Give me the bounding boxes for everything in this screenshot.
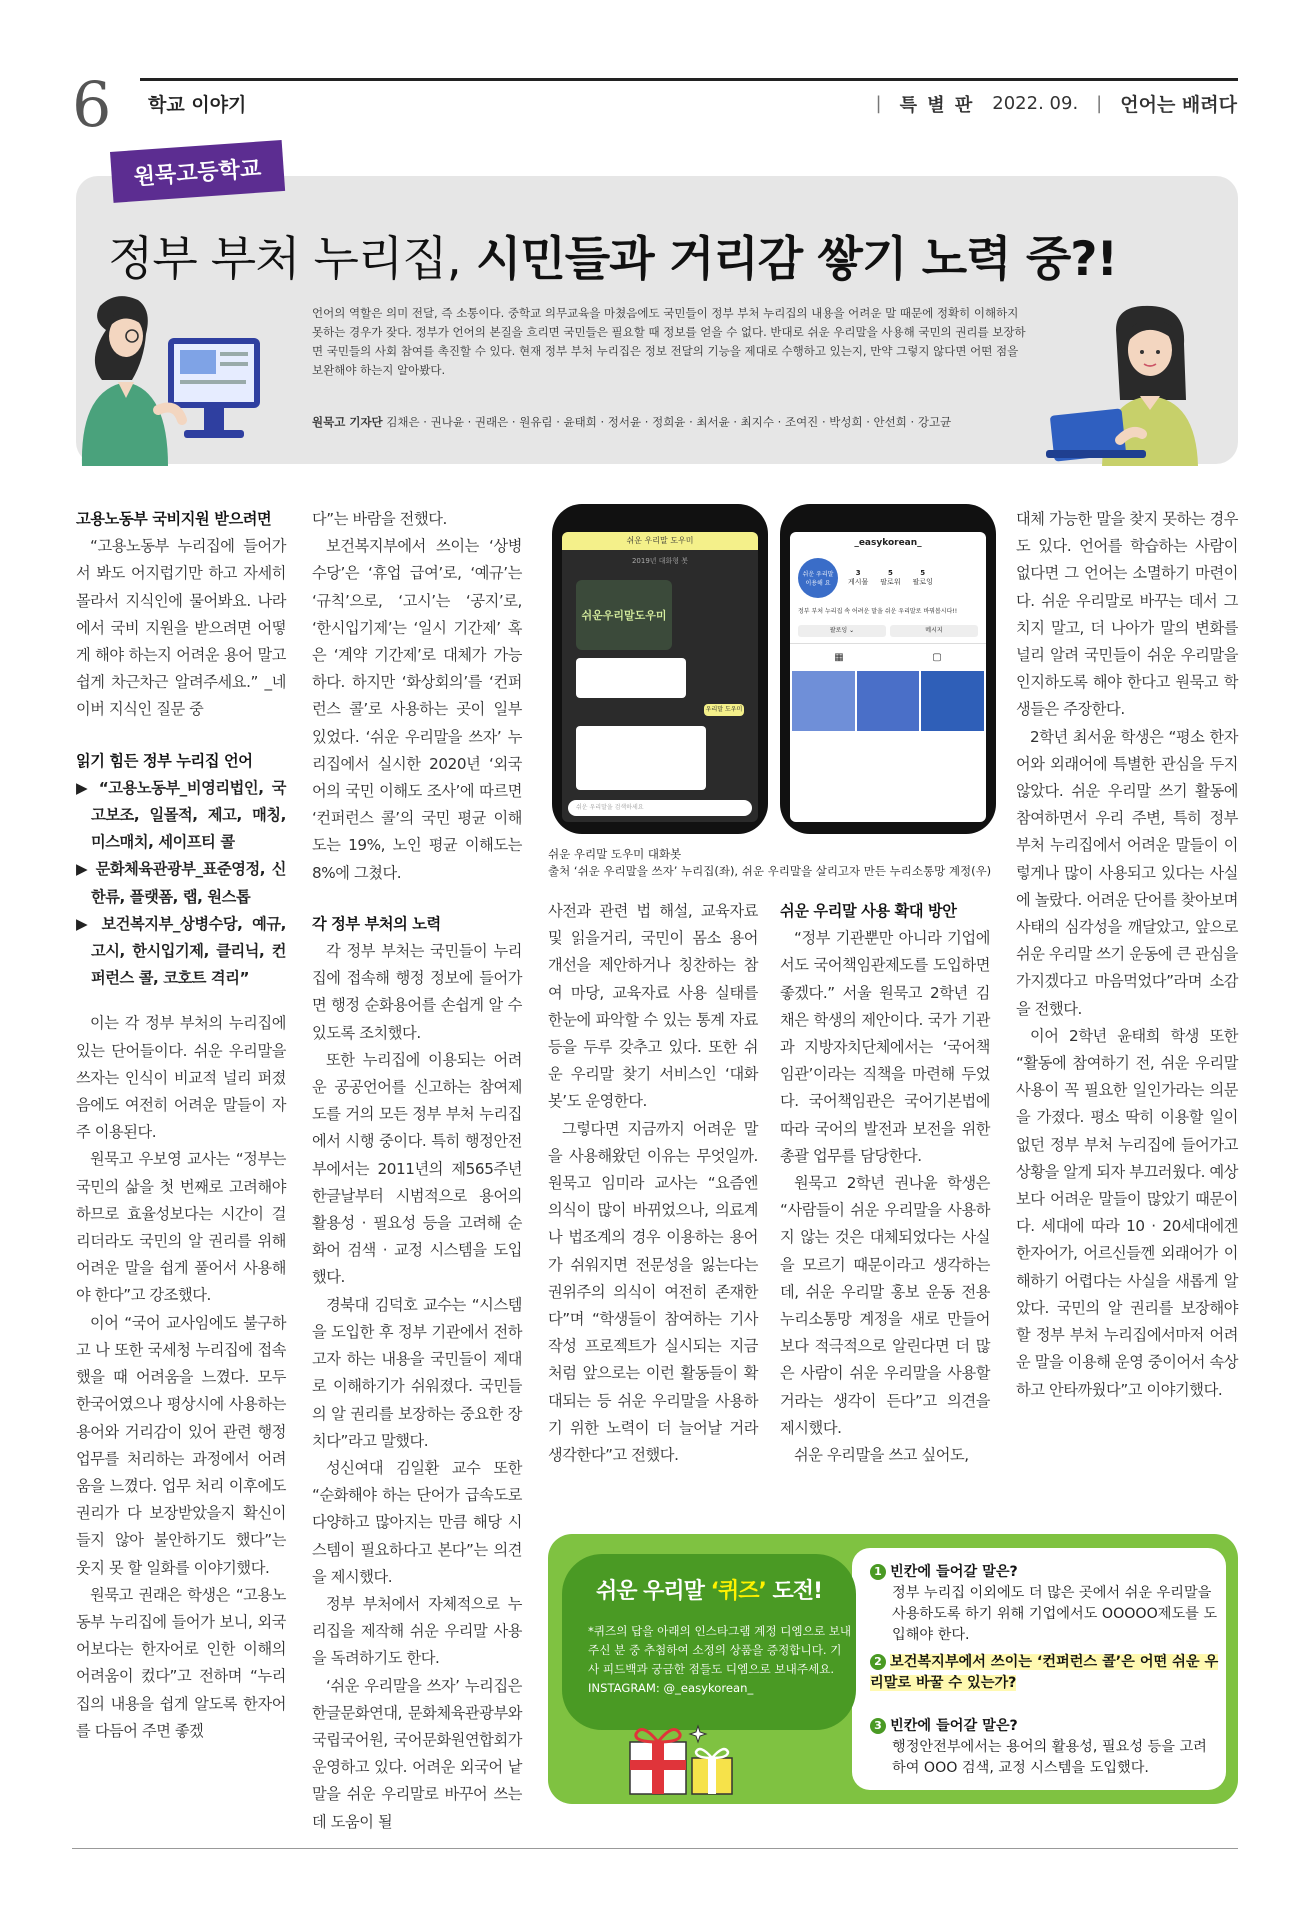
paragraph: 원묵고 2학년 권나윤 학생은 “사람들이 쉬운 우리말을 사용하지 않는 것은 대체되었다는 사실을 모르기 때문이라고 생각하는데, 쉬운 우리말 홍보 운동 전용 누리소통망 계정을 새로 만들어 보다 적극적으로 알린다면 더 많은 사람이 쉬운 우리말을 사용할 거라는 생각이 든다”고 의견을 제시했다.: [780, 1174, 990, 1437]
chat-input[interactable]: 쉬운 우리말을 검색하세요: [568, 800, 752, 816]
paragraph: 정부 부처에서 자체적으로 누리집을 제작해 쉬운 우리말 사용을 독려하기도 한다.: [312, 1594, 522, 1668]
issue-date: 2022. 09.: [992, 93, 1079, 114]
following-button[interactable]: 팔로잉 ⌄: [798, 625, 886, 637]
list-item: ▶ 문화체육관광부_표준영정, 신한류, 플랫폼, 랩, 원스톱: [76, 860, 286, 906]
tagged-icon[interactable]: ▢: [932, 652, 942, 663]
school-tag: 원묵고등학교: [110, 140, 285, 203]
paragraph: “고용노동부 누리집에 들어가서 봐도 어지럽기만 하고 자세히 몰라서 지식인에 물어봐요. 나라에서 국비 지원을 받으려면 어떻게 해야 하는지 어려운 용어 말고 쉽게 차근차근 알려주세요.” _네이버 지식인 질문 중: [76, 537, 286, 719]
paragraph: 원묵고 권래은 학생은 “고용노동부 누리집에 들어가 보니, 외국어보다는 한자어로 인한 이해의 어려움이 컸다”고 전하며 “누리집의 내용을 쉽게 알도록 한자어를 다듬어 주면 좋겠: [76, 1585, 286, 1740]
quiz-description: *퀴즈의 답을 아래의 인스타그램 계정 디엠으로 보내주신 분 중 추첨하여 소정의 상품을 증정합니다. 기사 피드백과 궁금한 점들도 디엠으로 보내주세요. INSTAGRAM: @_easykorean_: [588, 1624, 852, 1695]
image-caption: 쉬운 우리말 도우미 대화봇 출처 ‘쉬운 우리말을 쓰자’ 누리집(좌), 쉬운 우리말을 살리고자 만든 누리소통망 계정(우): [548, 847, 992, 878]
post-thumbnail[interactable]: [921, 671, 984, 731]
post-thumbnail[interactable]: [792, 671, 855, 731]
column-4: [780, 898, 990, 1469]
number-badge: 2: [870, 1654, 886, 1670]
subheading-expansion: 쉬운 우리말 사용 확대 방안: [780, 902, 957, 920]
avatar: 쉬운 우리말 이용해 요: [798, 558, 838, 598]
column-5: [1016, 506, 1238, 1404]
subheading-funding: 고용노동부 국비지원 받으려면: [76, 510, 272, 528]
subheading-hard-language: 읽기 힘든 정부 누리집 언어: [76, 751, 253, 770]
lead-paragraph: 언어의 역할은 의미 전달, 즉 소통이다. 중학교 의무교육을 마쳤음에도 국민들이 정부 부처 누리집의 내용을 어려운 말 때문에 정확히 이해하지 못하는 경우가 잦다. 정부가 언어의 본질을 흐리면 국민들은 필요할 때 정보를 얻을 수 없다. 반대로 쉬운 우리말을 사용해 국민의 권리를 보장하면 국민들의 사회 참여를 촉진할 수 있다. 현재 정부 부처 누리집은 정보 전달의 기능을 제대로 수행하고 있는지, 만약 그렇지 않다면 어떤 점을 보완해야 하는지 알아봤다.: [312, 306, 1026, 377]
subheading-ministry-efforts: 각 정부 부처의 노력: [312, 914, 441, 933]
chat-header: 쉬운 우리말 도우미: [562, 532, 758, 550]
paragraph: 이어 2학년 윤태희 학생 또한 “활동에 참여하기 전, 쉬운 우리말 사용이 꼭 필요한 일인가라는 의문을 가졌다. 평소 딱히 이용할 일이 없던 정부 부처 누리집에 들어가고 상황을 알게 되자 부끄러웠다. 예상보다 어려운 말들이 많았기 때문이다. 세대에 따라 10 · 20세대에겐 한자어가, 어르신들껜 외래어가 이해하기 어렵다는 사실을 새롭게 알았다. 국민의 알 권리를 보장해야 할 정부 부처 누리집에서마저 어려운 말을 이용해 운영 중이어서 속상하고 안타까웠다”고 이야기했다.: [1016, 1026, 1238, 1399]
paragraph: 쉬운 우리말을 쓰고 싶어도,: [794, 1446, 969, 1465]
paragraph: 또한 누리집에 이용되는 어려운 공공언어를 신고하는 참여제도를 거의 모든 정부 부처 누리집에서 시행 중이다. 특히 행정안전부에서는 2011년의 제565주년 한글날부터 시범적으로 용어의 활용성 · 필요성 등을 고려해 순화어 검색 · 교정 시스템을 도입했다.: [312, 1050, 522, 1287]
profile-bio: 정부 부처 누리집 속 어려운 말을 쉬운 우리말로 바꿔봅시다!!: [798, 608, 958, 615]
page-number: 6: [72, 68, 112, 141]
profile-stats: 3 게시물 5 팔로워 5 팔로잉: [848, 569, 933, 586]
header-meta: | 특 별 판 2022. 09. | 언어는 배려다: [876, 90, 1238, 117]
column-2: [312, 506, 522, 1836]
message-button[interactable]: 메시지: [890, 625, 978, 637]
quiz-question-1: 1 빈칸에 들어갈 말은? 정부 누리집 이외에도 더 많은 곳에서 쉬운 우리말을 사용하도록 하기 위해 기업에서도 OOOOO제도를 도입해야 한다.: [870, 1562, 1220, 1646]
paragraph: 사전과 관련 법 해설, 교육자료 및 읽을거리, 국민이 몸소 용어 개선을 제안하거나 칭찬하는 참여 마당, 교육자료 사용 실태를 한눈에 파악할 수 있는 통계 자료 등을 두루 갖추고 있다. 또한 쉬운 우리말 찾기 서비스인 ‘대화봇’도 운영한다.: [548, 902, 758, 1111]
quiz-title: 쉬운 우리말 ‘퀴즈’ 도전!: [596, 1579, 823, 1604]
chatbot-logo-card: 쉬운우리말도우미: [576, 580, 672, 650]
paragraph: ‘쉬운 우리말을 쓰자’ 누리집은 한글문화연대, 문화체육관광부와 국립국어원, 국어문화원연합회가 운영하고 있다. 어려운 외국어 낱말을 쉬운 우리말로 바꾸어 쓰는 데 도움이 될: [312, 1676, 522, 1831]
quiz-question-2: 2 보건복지부에서 쓰이는 ‘컨퍼런스 콜’은 어떤 쉬운 우리말로 바꿀 수 있는가?: [870, 1654, 1219, 1691]
quiz-question-3: 3 빈칸에 들어갈 말은? 행정안전부에서는 용어의 활용성, 필요성 등을 고려하여 OOO 검색, 교정 시스템을 도입했다.: [870, 1716, 1220, 1779]
chat-message: [576, 658, 686, 698]
list-item: ▶ 보건복지부_상병수당, 예규, 고시, 한시입기제, 클리닉, 컨퍼런스 콜, 코호트 격리”: [76, 914, 286, 988]
profile-handle: _easykorean_: [854, 538, 922, 548]
paragraph: 성신여대 김일환 교수 또한 “순화해야 하는 단어가 급속도로 다양하고 많아지는 만큼 해당 시스템이 필요하다고 본다”는 의견을 제시했다.: [312, 1458, 522, 1586]
paragraph: 2학년 최서윤 학생은 “평소 한자어와 외래어에 특별한 관심을 두지 않았다. 쉬운 우리말 쓰기 활동에 참여하면서 우리 주변, 특히 정부 부처 누리집에서 어려운 말들이 이렇게나 많이 사용되고 있다는 사실에 놀랐다. 어려운 단어를 찾아보며 사태의 심각성을 깨달았고, 앞으로 쉬운 우리말 쓰기 운동에 큰 관심을 가지겠다고 마음먹었다”라며 소감을 전했다.: [1016, 727, 1238, 1018]
paragraph: 원묵고 우보영 교사는 “정부는 국민의 삶을 첫 번째로 고려해야 하므로 효율성보다는 시간이 걸리더라도 국민의 알 권리를 위해 어려운 말을 쉽게 풀어서 사용해야 한다”고 강조했다.: [76, 1150, 286, 1305]
phone-right-instagram: [780, 504, 996, 834]
grid-icon[interactable]: ▦: [834, 652, 844, 663]
slogan: 언어는 배려다: [1120, 94, 1237, 116]
byline: 원묵고 기자단 김채은 · 권나윤 · 권래은 · 원유림 · 윤태희 · 정서윤 · 정희윤 · 최서윤 · 최지수 · 조여진 · 박성희 · 안선희 · 강고균: [312, 415, 952, 429]
paragraph: 경북대 김덕호 교수는 “시스템을 도입한 후 정부 기관에서 전하고자 하는 내용을 국민들이 제대로 이해하기가 쉬워졌다. 국민들의 알 권리를 보장하는 중요한 장치다”라고 말했다.: [312, 1295, 522, 1450]
list-item: ▶ “고용노동부_비영리법인, 국고보조, 일몰적, 제고, 매칭, 미스매치, 세이프티 콜: [76, 778, 286, 852]
column-1: [76, 506, 286, 1745]
post-grid: [790, 671, 986, 731]
chat-message: [576, 726, 706, 790]
paragraph: 보건복지부에서 쓰이는 ‘상병수당’은 ‘휴업 급여’로, ‘예규’는 ‘규칙’으로, ‘고시’는 ‘공지’로, ‘한시입기제’는 ‘일시 기간제’ 혹은 ‘계약 기간제’로 대체가 가능하다. 하지만 ‘화상회의’를 ‘컨퍼런스 콜’로 사용하는 곳이 일부 있었다. ‘쉬운 우리말을 쓰자’ 누리집에서 실시한 2020년 ‘외국어의 국민 이해도 조사’에 따르면 ‘컨퍼런스 콜’의 국민 평균 이해도는 19%, 노인 평균 이해도는 8%에 그쳤다.: [312, 537, 522, 882]
paragraph: 각 정부 부처는 국민들이 누리집에 접속해 행정 정보에 들어가면 행정 순화용어를 손쉽게 알 수 있도록 조치했다.: [312, 942, 522, 1042]
headline: 정부 부처 누리집, 시민들과 거리감 쌓기 노력 중?!: [108, 232, 1117, 287]
number-badge: 3: [870, 1718, 886, 1734]
paragraph: 그렇다면 지금까지 어려운 말을 사용해왔던 이유는 무엇일까. 원묵고 임미라 교사는 “요즘엔 의식이 많이 바뀌었으나, 의료계나 법조계의 경우 이용하는 용어가 쉬워지면 전문성을 잃는다는 권위주의 의식이 여전히 존재한다”며 “학생들이 참여하는 기사 작성 프로젝트가 실시되는 지금처럼 앞으로는 이런 활동들이 확대되는 등 쉬운 우리말을 사용하기 위한 노력이 더 늘어날 거라 생각한다”고 전했다.: [548, 1119, 758, 1465]
chat-reply: 우리말 도우미: [704, 704, 744, 716]
header-rule: [140, 78, 1238, 81]
edition-label: 특 별 판: [899, 94, 975, 116]
footer-rule: [72, 1848, 1238, 1849]
paragraph: 다”는 바람을 전했다.: [312, 510, 447, 528]
paragraph: “정부 기관뿐만 아니라 기업에서도 국어책임관제도를 도입하면 좋겠다.” 서울 원묵고 2학년 김채은 학생의 제안이다. 국가 기관과 지방자치단체에서는 ‘국어책임관’이라는 직책을 마련해 두었다. 국어책임관은 국어기본법에 따라 국어의 발전과 보전을 위한 총괄 업무를 담당한다.: [780, 929, 990, 1165]
woman-with-monitor-illustration: [72, 290, 272, 466]
section-title: 학교 이야기: [148, 94, 247, 116]
column-3: [548, 898, 758, 1469]
number-badge: 1: [870, 1564, 886, 1580]
post-thumbnail[interactable]: [857, 671, 920, 731]
phone-left-chatbot: 쉬운 우리말 도우미 2019년 대화형 봇 쉬운우리말도우미 우리말 도우미 쉬운 우리말을 검색하세요: [552, 504, 768, 834]
gift-box-icon: [622, 1716, 742, 1800]
paragraph: 대체 가능한 말을 찾지 못하는 경우도 있다. 언어를 학습하는 사람이 없다면 그 언어는 소멸하기 마련이다. 쉬운 우리말로 바꾸는 데서 그치지 말고, 더 나아가 말의 변화를 널리 알려 국민들이 쉬운 우리말을 인지하도록 해야 한다고 원묵고 학생들은 주장한다.: [1016, 510, 1238, 719]
woman-with-laptop-illustration: [1046, 300, 1226, 466]
paragraph: 이어 “국어 교사임에도 불구하고 나 또한 국세청 누리집에 접속했을 때 어려움을 느꼈다. 모두 한국어였으나 평상시에 사용하는 용어와 거리감이 있어 관련 행정업무를 처리하는 과정에서 어려움을 느꼈다. 업무 처리 이후에도 권리가 다 보장받았을지 확신이 들지 않아 불안하기도 했다”는 웃지 못 할 일화를 이야기했다.: [76, 1313, 286, 1577]
paragraph: 이는 각 정부 부처의 누리집에 있는 단어들이다. 쉬운 우리말을 쓰자는 인식이 비교적 널리 퍼졌음에도 여전히 어려운 말들이 자주 이용된다.: [76, 1014, 286, 1142]
